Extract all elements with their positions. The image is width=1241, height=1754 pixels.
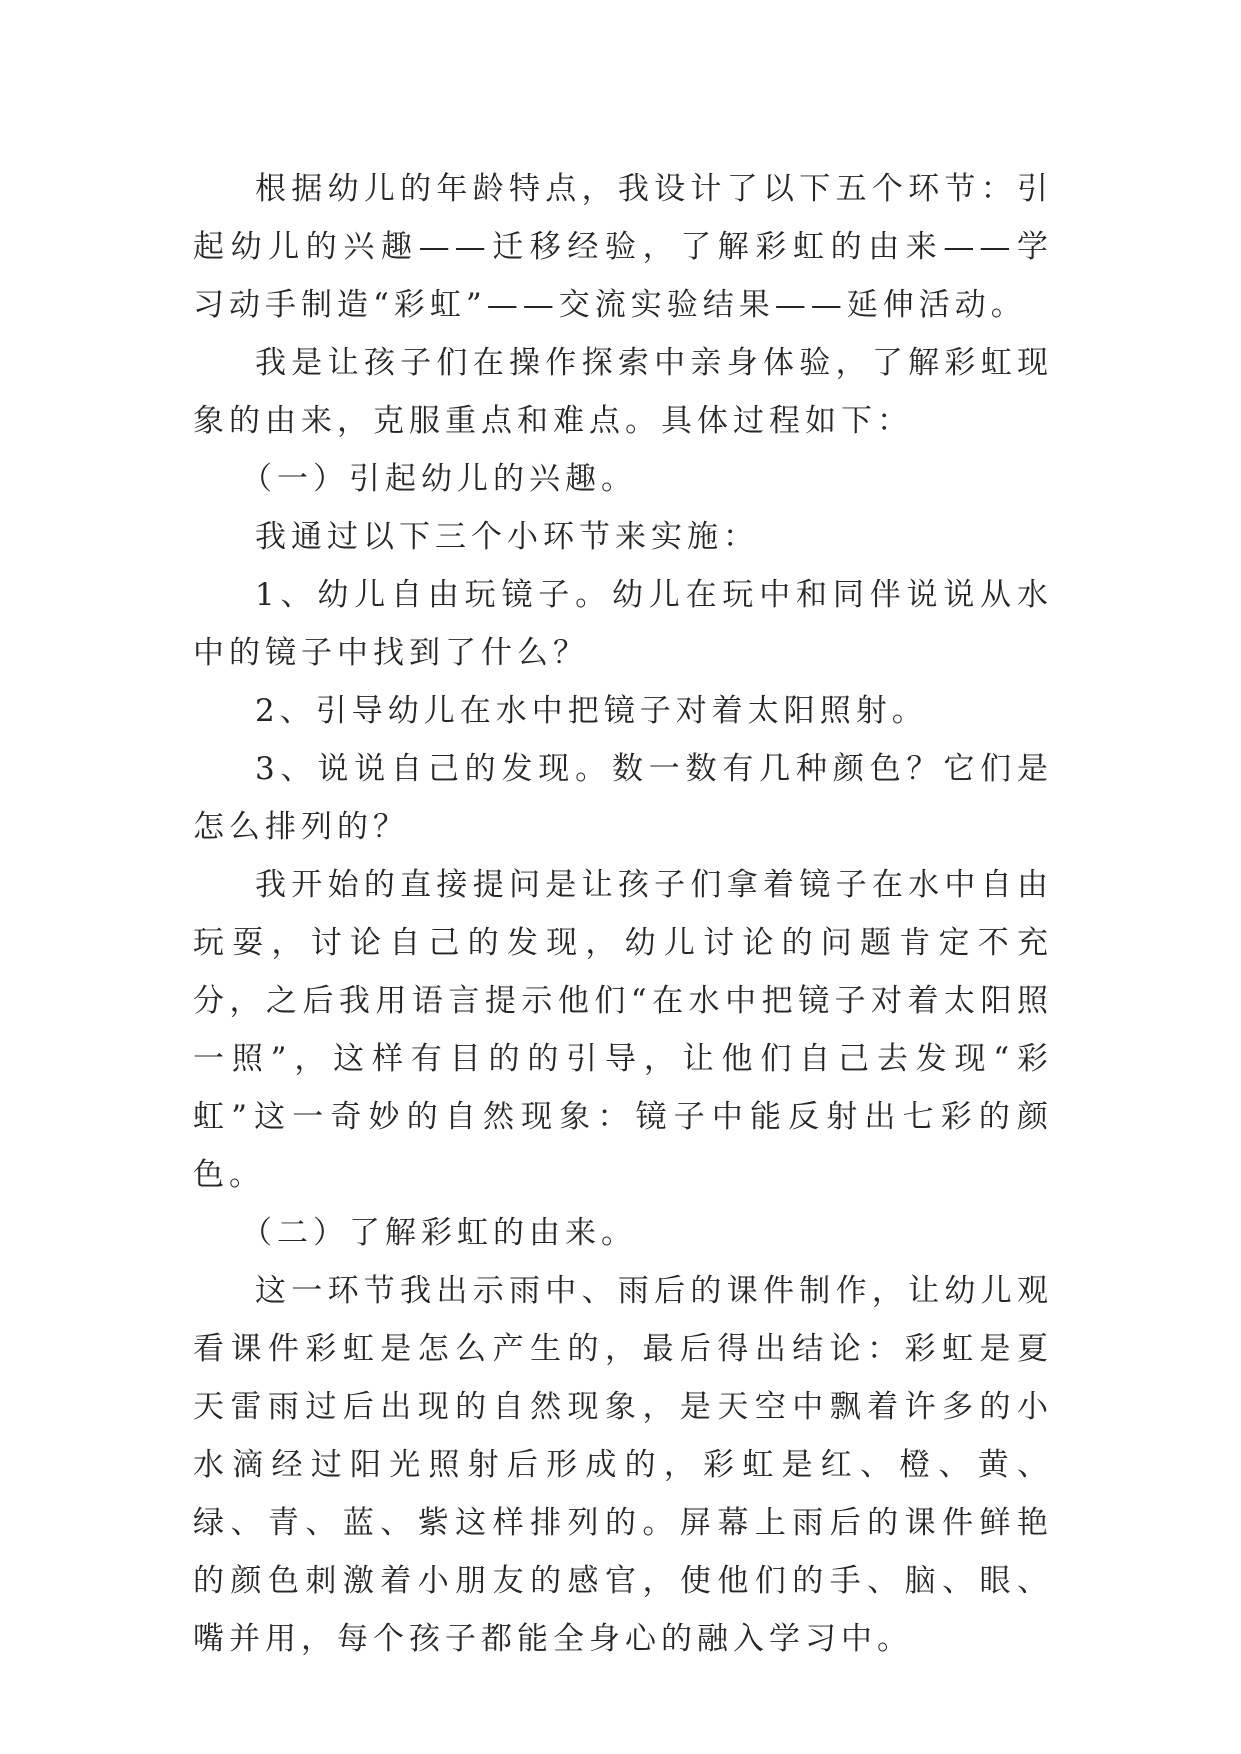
paragraph-overview: 根据幼儿的年龄特点，我设计了以下五个环节：引起幼儿的兴趣——迁移经验，了解彩虹的由来——学习动手制造“彩虹”——交流实验结果——延伸活动。 — [193, 171, 1053, 323]
section-heading-2: （二）了解彩虹的由来。 — [241, 1215, 637, 1251]
section-heading-1: （一）引起幼儿的兴趣。 — [241, 461, 637, 497]
list-item-3: 3、说说自己的发现。数一数有几种颜色？它们是怎么排列的？ — [193, 751, 1053, 845]
paragraph-rainbow-origin: 这一环节我出示雨中、雨后的课件制作，让幼儿观看课件彩虹是怎么产生的，最后得出结论：彩虹是夏天雷雨过后出现的自然现象，是天空中飘着许多的小水滴经过阳光照射后形成的，彩虹是红、橙、黄、绿、青、蓝、紫这样排列的。屏幕上雨后的课件鲜艳的颜色刺激着小朋友的感官，使他们的手、脑、眼、嘴并用，每个孩子都能全身心的融入学习中。 — [193, 1273, 1053, 1657]
list-item-2: 2、引导幼儿在水中把镜子对着太阳照射。 — [255, 693, 928, 729]
paragraph-steps-intro: 我通过以下三个小环节来实施： — [255, 519, 759, 555]
paragraph-method: 我是让孩子们在操作探索中亲身体验，了解彩虹现象的由来，克服重点和难点。具体过程如下： — [193, 345, 1053, 439]
document-body — [193, 160, 1053, 1668]
paragraph-discussion: 我开始的直接提问是让孩子们拿着镜子在水中自由玩耍，讨论自己的发现，幼儿讨论的问题肯定不充分，之后我用语言提示他们“在水中把镜子对着太阳照一照”，这样有目的的引导，让他们自己去发现“彩虹”这一奇妙的自然现象：镜子中能反射出七彩的颜色。 — [193, 867, 1053, 1193]
list-item-1: 1、幼儿自由玩镜子。幼儿在玩中和同伴说说从水中的镜子中找到了什么？ — [193, 577, 1053, 671]
